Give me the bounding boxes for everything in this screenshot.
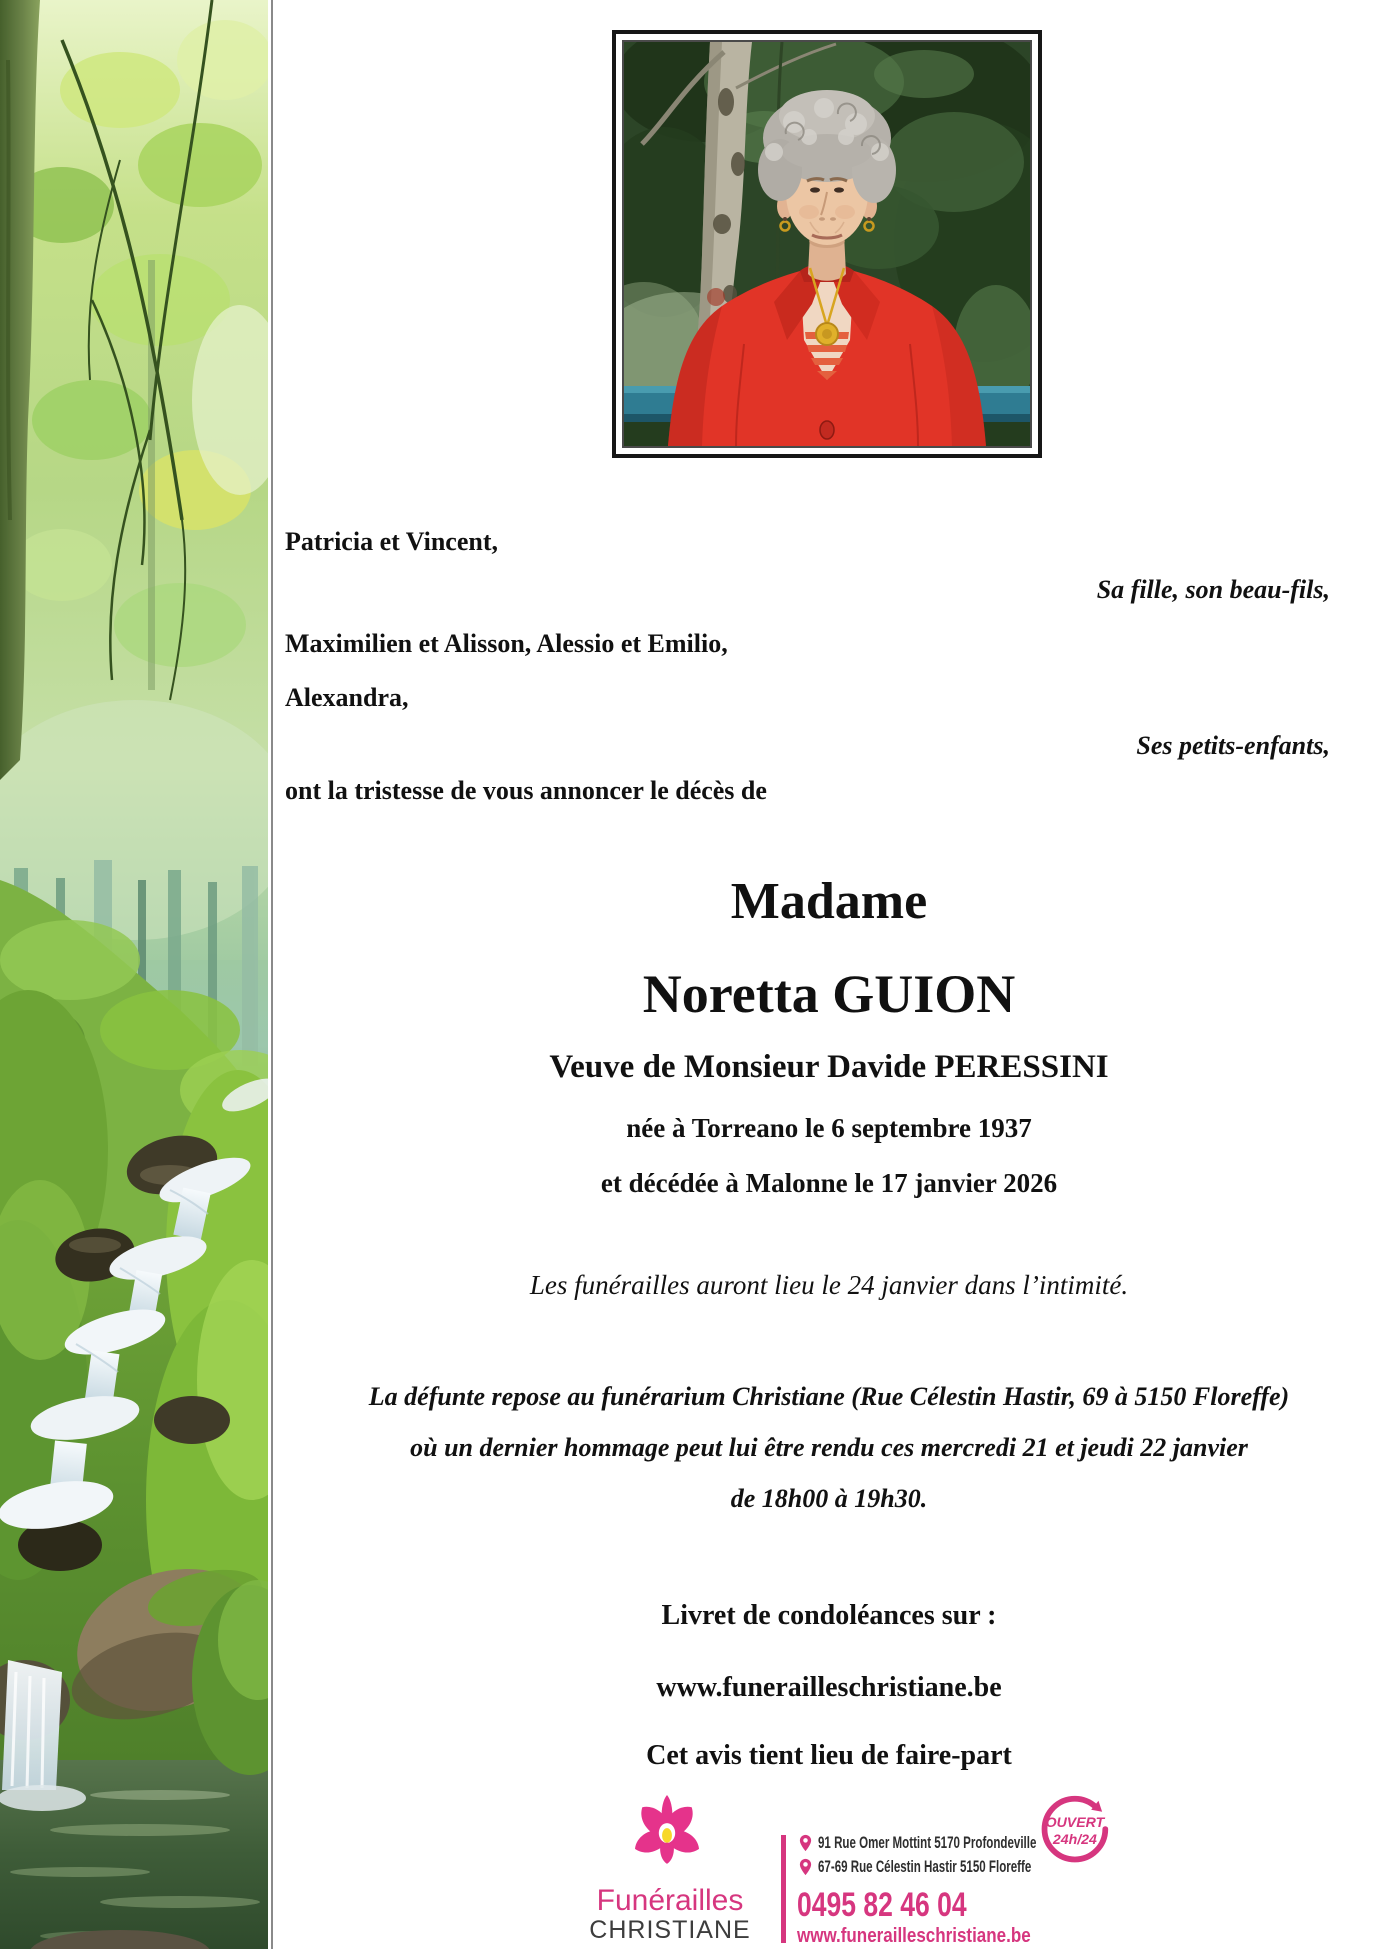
brand-name-christiane: CHRISTIANE bbox=[589, 1916, 751, 1944]
portrait-photo bbox=[622, 40, 1032, 448]
orchid-logo-icon bbox=[623, 1792, 711, 1874]
footer-divider-line bbox=[781, 1835, 786, 1943]
phone-number: 0495 82 46 04 bbox=[797, 1886, 967, 1924]
deceased-widow-of: Veuve de Monsieur Davide PERESSINI bbox=[549, 1049, 1109, 1085]
family-line-grandchildren-1: Maximilien et Alisson, Alessio et Emilio, bbox=[285, 629, 728, 658]
funeral-notice: Les funérailles auront lieu le 24 janvier dans l’intimité. bbox=[529, 1270, 1129, 1300]
footer-website: www.funerailleschristiane.be bbox=[797, 1925, 1031, 1947]
forest-stream-photo-strip bbox=[0, 0, 268, 1949]
repose-line-3: de 18h00 à 19h30. bbox=[730, 1484, 928, 1513]
open-badge-line1: OUVERT bbox=[1045, 1814, 1105, 1830]
family-line-grandchildren-2: Alexandra, bbox=[285, 683, 409, 712]
brand-name-funerailles: Funérailles bbox=[596, 1884, 744, 1917]
address-1: 91 Rue Omer Mottint 5170 Profondeville bbox=[818, 1833, 1037, 1852]
deceased-title: Madame bbox=[730, 873, 928, 930]
family-line-daughter: Patricia et Vincent, bbox=[285, 527, 498, 556]
condolences-heading: Livret de condoléances sur : bbox=[661, 1600, 997, 1631]
repose-line-1: La défunte repose au funérarium Christiane (Rue Célestin Hastir, 69 à 5150 Floreffe) bbox=[368, 1382, 1290, 1411]
repose-line-2: où un dernier hommage peut lui être rendu ces mercredi 21 et jeudi 22 janvier bbox=[410, 1433, 1248, 1462]
portrait-frame bbox=[612, 30, 1042, 458]
announcement-intro: ont la tristesse de vous annoncer le décès de bbox=[285, 776, 767, 805]
map-pin-icon bbox=[798, 1858, 813, 1876]
relation-daughter: Sa fille, son beau-fils, bbox=[1096, 575, 1330, 604]
relation-grandchildren: Ses petits-enfants, bbox=[1136, 731, 1330, 760]
condolences-notice: Cet avis tient lieu de faire-part bbox=[646, 1740, 1012, 1771]
funeral-home-footer bbox=[0, 1780, 1378, 1949]
address-2: 67-69 Rue Célestin Hastir 5150 Floreffe bbox=[818, 1857, 1032, 1876]
strip-divider-line bbox=[271, 0, 273, 1949]
deceased-birth: née à Torreano le 6 septembre 1937 bbox=[626, 1113, 1032, 1143]
condolences-website: www.funerailleschristiane.be bbox=[656, 1672, 1002, 1703]
open-24-7-badge-icon bbox=[1033, 1783, 1121, 1871]
deceased-death: et décédée à Malonne le 17 janvier 2026 bbox=[600, 1168, 1058, 1198]
deceased-name: Noretta GUION bbox=[642, 964, 1016, 1024]
open-badge-line2: 24h/24 bbox=[1052, 1830, 1097, 1847]
map-pin-icon bbox=[798, 1834, 813, 1852]
